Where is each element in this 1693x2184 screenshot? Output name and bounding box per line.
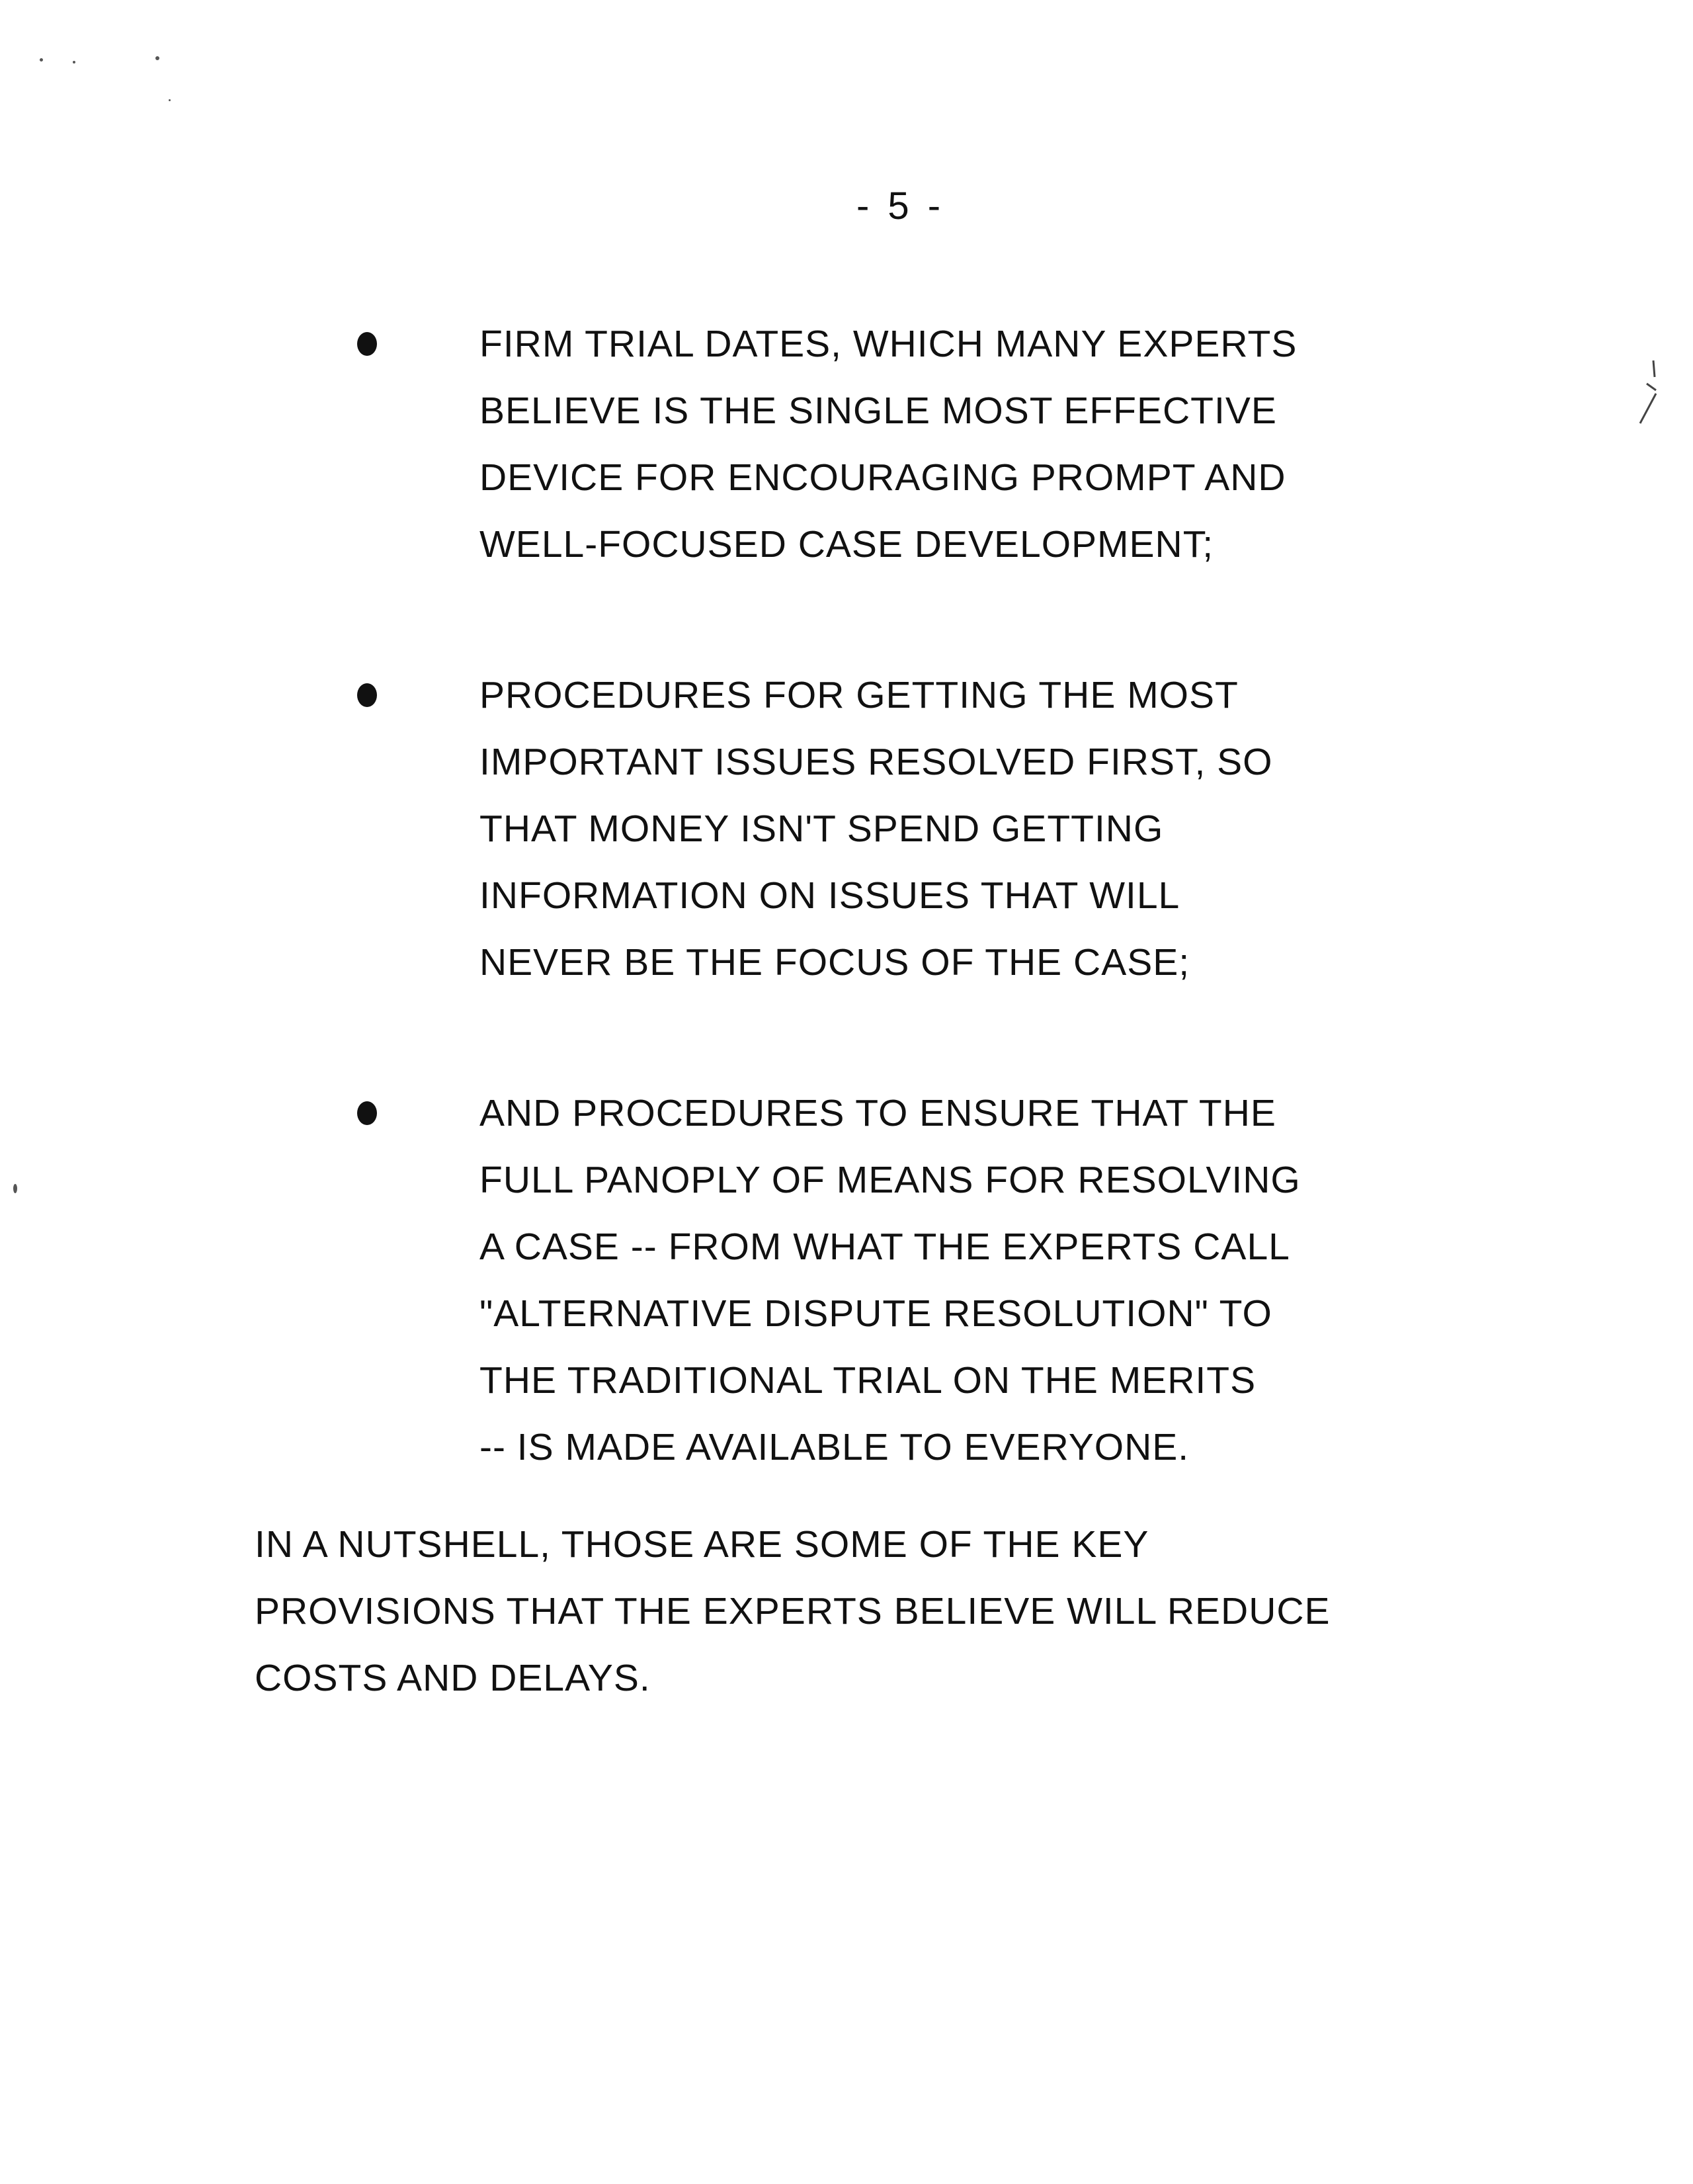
bullet-text: FIRM TRIAL DATES, WHICH MANY EXPERTS BELIEVE IS THE SINGLE MOST EFFECTIVE DEVICE FOR ENCOURAGING PROMPT AND WELL-FOCUSED CASE DEVELOPMENT; xyxy=(479,323,1298,566)
scan-speck xyxy=(13,1184,17,1193)
bullet-item xyxy=(357,1080,1428,1481)
scan-speck xyxy=(73,61,75,63)
bullet-text: AND PROCEDURES TO ENSURE THAT THE FULL PANOPLY OF MEANS FOR RESOLVING A CASE -- FROM WHAT THE EXPERTS CALL "ALTERNATIVE DISPUTE RESOLUTION" TO THE TRADITIONAL TRIAL ON THE MERITS -- IS MADE AVAILABLE TO EVERYONE. xyxy=(479,1092,1301,1468)
closing-paragraph: IN A NUTSHELL, THOSE ARE SOME OF THE KEY PROVISIONS THAT THE EXPERTS BELIEVE WILL REDUCE COSTS AND DELAYS. xyxy=(255,1523,1331,1699)
page-number: - 5 - xyxy=(856,185,945,228)
bullet-icon xyxy=(357,1101,377,1125)
scan-speck xyxy=(169,99,171,101)
scan-speck xyxy=(40,58,43,62)
pen-mark xyxy=(1633,357,1660,430)
bullet-item xyxy=(357,662,1428,996)
bullet-icon xyxy=(357,332,377,356)
bullet-icon xyxy=(357,683,377,707)
bullet-item xyxy=(357,311,1428,578)
bullet-text: PROCEDURES FOR GETTING THE MOST IMPORTANT ISSUES RESOLVED FIRST, SO THAT MONEY ISN'T SPEND GETTING INFORMATION ON ISSUES THAT WILL NEVER BE THE FOCUS OF THE CASE; xyxy=(479,674,1273,984)
scan-speck xyxy=(155,56,159,60)
bullet-list xyxy=(357,311,1428,1565)
